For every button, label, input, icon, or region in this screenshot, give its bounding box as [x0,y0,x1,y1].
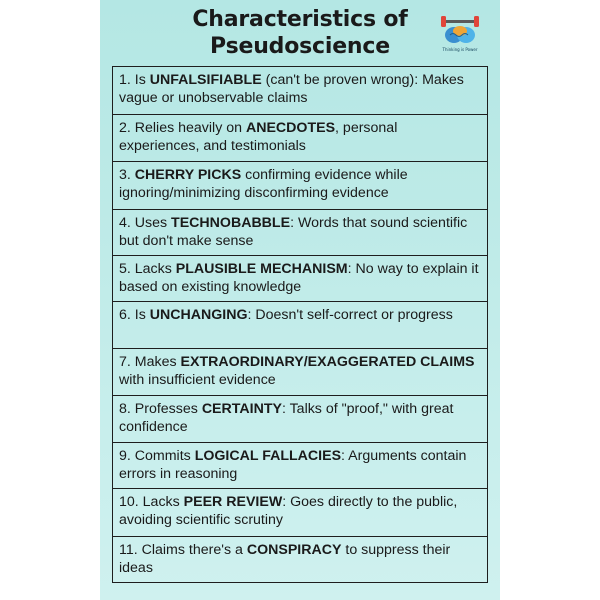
item-prefix: 6. Is [119,307,150,323]
item-keyword: CHERRY PICKS [134,167,242,183]
item-description: with insufficient evidence [119,372,276,388]
list-item [113,256,487,302]
item-description: : Doesn't self-correct or progress [247,307,453,323]
characteristics-list [112,66,488,583]
item-description: (can't be proven wrong): Makes vague or unobservable claims [119,72,464,106]
thinking-is-power-logo [438,14,482,54]
item-description: : Arguments contain errors in reasoning [119,448,467,482]
item-keyword: CERTAINTY [201,401,282,417]
title-line-2: Pseudoscience [210,34,390,59]
list-item [113,115,487,162]
list-item [113,67,487,115]
list-item [113,162,487,210]
item-keyword: ANECDOTES [245,120,336,136]
list-item [113,396,487,443]
item-prefix: 5. Lacks [119,261,176,277]
item-keyword: UNFALSIFIABLE [149,72,262,88]
item-description: , personal experiences, and testimonials [119,120,398,154]
item-prefix: 1. Is [119,72,150,88]
item-description: : Words that sound scientific but don't make sense [119,215,468,249]
list-item [113,443,487,489]
item-prefix: 11. Claims there's a [119,542,247,558]
list-item [113,349,487,396]
item-keyword: PEER REVIEW [183,494,283,510]
item-prefix: 10. Lacks [119,494,184,510]
item-prefix: 7. Makes [119,354,181,370]
item-description: to suppress their ideas [119,542,451,576]
item-keyword: CONSPIRACY [246,542,342,558]
item-keyword: TECHNOBABBLE [171,215,291,231]
item-prefix: 3. [119,167,135,183]
item-keyword: LOGICAL FALLACIES [194,448,342,464]
item-keyword: EXTRAORDINARY/EXAGGERATED CLAIMS [180,354,475,370]
title-line-1: Characteristics of [192,7,408,32]
item-description: : No way to explain it based on existing knowledge [119,261,479,295]
item-description: : Talks of "proof," with great confidence [119,401,454,435]
item-keyword: PLAUSIBLE MECHANISM [175,261,348,277]
item-prefix: 9. Commits [119,448,195,464]
list-item [113,210,487,256]
list-item [113,302,487,349]
item-description: confirming evidence while ignoring/minimizing disconfirming evidence [119,167,408,201]
poster [100,0,500,600]
brain-dumbbell-icon [438,14,482,48]
item-prefix: 2. Relies heavily on [119,120,246,136]
item-prefix: 8. Professes [119,401,202,417]
logo-caption: Thinking is Power [442,47,478,52]
item-keyword: UNCHANGING [149,307,248,323]
list-item [113,537,487,583]
list-item [113,489,487,537]
item-description: : Goes directly to the public, avoiding scientific scrutiny [119,494,458,528]
item-prefix: 4. Uses [119,215,172,231]
